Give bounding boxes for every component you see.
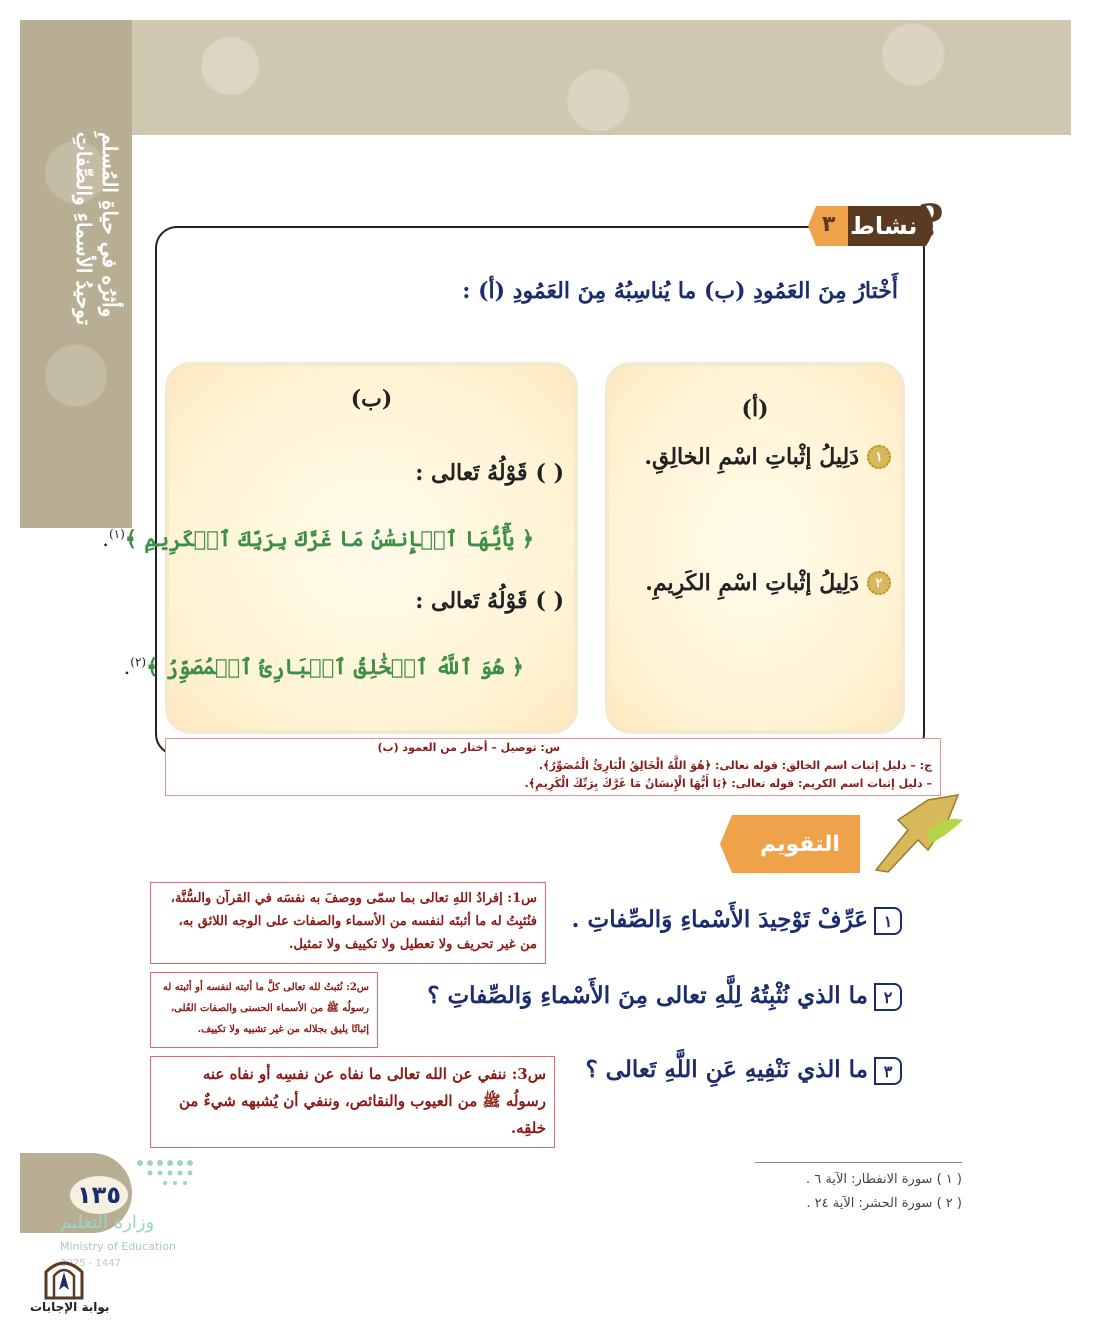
qawl-label: قَوْلُهُ تَعالى : — [415, 460, 528, 486]
ayah-end: . — [102, 527, 109, 551]
chapter-title-line2: وأثرُه في حياةِ المُسلمِ — [98, 132, 122, 318]
question-number: ٣ — [874, 1057, 902, 1085]
footnote-2: ( ٢ ) سورة الحشر: الآية ٢٤ . — [806, 1196, 962, 1211]
footnote-divider — [755, 1162, 962, 1163]
chapter-title — [66, 132, 128, 422]
activity-instruction: أَخْتارُ مِنَ العَمُودِ (ب) ما يُناسِبُهُ مِنَ العَمُودِ (أ) : — [462, 278, 898, 304]
column-b-item-1 — [415, 460, 564, 486]
question-number: ١ — [874, 907, 902, 935]
column-a-item-text: دَلِيلُ إثْباتِ اسْمِ الكَرِيمِ. — [645, 570, 859, 596]
number-flower-icon: ٢ — [867, 571, 891, 595]
answer-strip-line3: – دليل إثبات اسم الكريم: قوله تعالى: ﴿يَا أَيُّهَا الْإِنسَانُ مَا غَرَّكَ بِرَبِّكَ الْكَرِيمِ﴾. — [524, 777, 932, 790]
column-a-item-1 — [644, 444, 891, 470]
column-a-item-2 — [645, 570, 891, 596]
column-a-heading: (أ) — [741, 396, 769, 422]
answer-blank[interactable]: ( ) — [535, 460, 564, 486]
footnote-ref: (٢) — [130, 655, 147, 669]
evaluation-title: التقويم — [760, 832, 840, 857]
portal-label: بوابة الإجابات — [30, 1300, 110, 1314]
column-b-item-2 — [415, 588, 564, 614]
answer-strip — [165, 738, 941, 796]
footnote-1: ( ١ ) سورة الانفطار: الآية ٦ . — [805, 1172, 962, 1187]
portal-logo-icon — [42, 1254, 86, 1300]
answer-box-2: س2: نُثبتُ لله تعالى كلَّ ما أثبته لنفسه أو أثبته له رسولُه ﷺ من الأسماء الحسنى والصفات العُلى، إثباتًا يليق بجلاله من غير تشبيه ولا تكييف. — [150, 972, 378, 1048]
answer-strip-line2: ج: – دليل إثبات اسم الخالق: قوله تعالى: ﴿هُوَ اللَّهُ الْخَالِقُ الْبَارِئُ الْمُصَوِّرُ﴾. — [538, 759, 932, 772]
number-flower-icon: ١ — [867, 445, 891, 469]
column-b-heading: (ب) — [350, 386, 393, 412]
column-a — [605, 362, 905, 734]
question-mark-icon: ? — [918, 196, 944, 247]
ayah-line-2 — [124, 654, 524, 679]
answer-box-3: س3: ننفي عن الله تعالى ما نفاه عن نفسِه أو نفاه عنه رسولُه ﷺ من العيوب والنقائص، وننفي أن يُشبهه شيءٌ من خلقِه. — [150, 1056, 555, 1148]
question-text: عَرِّفْ تَوْحِيدَ الأَسْماءِ وَالصِّفاتِ . — [571, 906, 868, 933]
ayah-text: ﴿ هُوَ ٱللَّهُ ٱلۡخَٰلِقُ ٱلۡبَارِئُ ٱلۡمُصَوِّرُ ﴾ — [146, 654, 524, 679]
ministry-name-en: Ministry of Education — [60, 1240, 177, 1253]
ministry-logo-icon — [130, 1155, 200, 1195]
question-text: ما الذي نُثْبِتُهُ لِلَّهِ تعالى مِنَ الأَسْماءِ وَالصِّفاتِ ؟ — [427, 982, 868, 1009]
ministry-year: 2025 - 1447 — [60, 1258, 121, 1269]
answer-blank[interactable]: ( ) — [535, 588, 564, 614]
qawl-label: قَوْلُهُ تَعالى : — [415, 588, 528, 614]
ayah-text: ﴿ يَٰٓأَيُّهَا ٱلۡإِنسَٰنُ مَا غَرَّكَ بِرَبِّكَ ٱلۡكَرِيمِ ﴾ — [124, 526, 534, 551]
question-3 — [585, 1056, 902, 1085]
question-1 — [572, 906, 902, 935]
pen-icon — [868, 790, 968, 880]
question-2 — [427, 982, 902, 1011]
answer-strip-line1: س: توصيل – أختار من العمود (ب) — [377, 741, 560, 754]
column-a-item-text: دَلِيلُ إثْباتِ اسْمِ الخالِقِ. — [644, 444, 859, 470]
column-b — [102, 362, 578, 734]
ministry-name-ar: وزارة التعليم — [60, 1212, 155, 1233]
page-number: ١٣٥ — [70, 1176, 128, 1214]
ayah-end: . — [123, 655, 131, 679]
header-pattern-band — [20, 20, 1071, 135]
activity-number: ٣ — [822, 212, 836, 237]
activity-label: نشاط — [850, 212, 918, 240]
answer-box-1: س1: إفرادُ اللهِ تعالى بما سمّى ووصفَ به نفسَه في القرآن والسُّنَّة، فنُثبِتُ له ما أثبتَه لنفسه من الأسماء والصفات على الوجه اللائق به، من غير تحريف ولا تعطيل ولا تكييف ولا تمثيل. — [150, 882, 546, 964]
question-text: ما الذي نَنْفِيهِ عَنِ اللَّهِ تَعالى ؟ — [585, 1056, 868, 1083]
footnote-ref: (١) — [108, 527, 125, 541]
ayah-line-1 — [102, 526, 534, 551]
chapter-title-line1: توحيدُ الأسماءِ والصِّفاتِ — [72, 132, 96, 326]
question-number: ٢ — [874, 983, 902, 1011]
